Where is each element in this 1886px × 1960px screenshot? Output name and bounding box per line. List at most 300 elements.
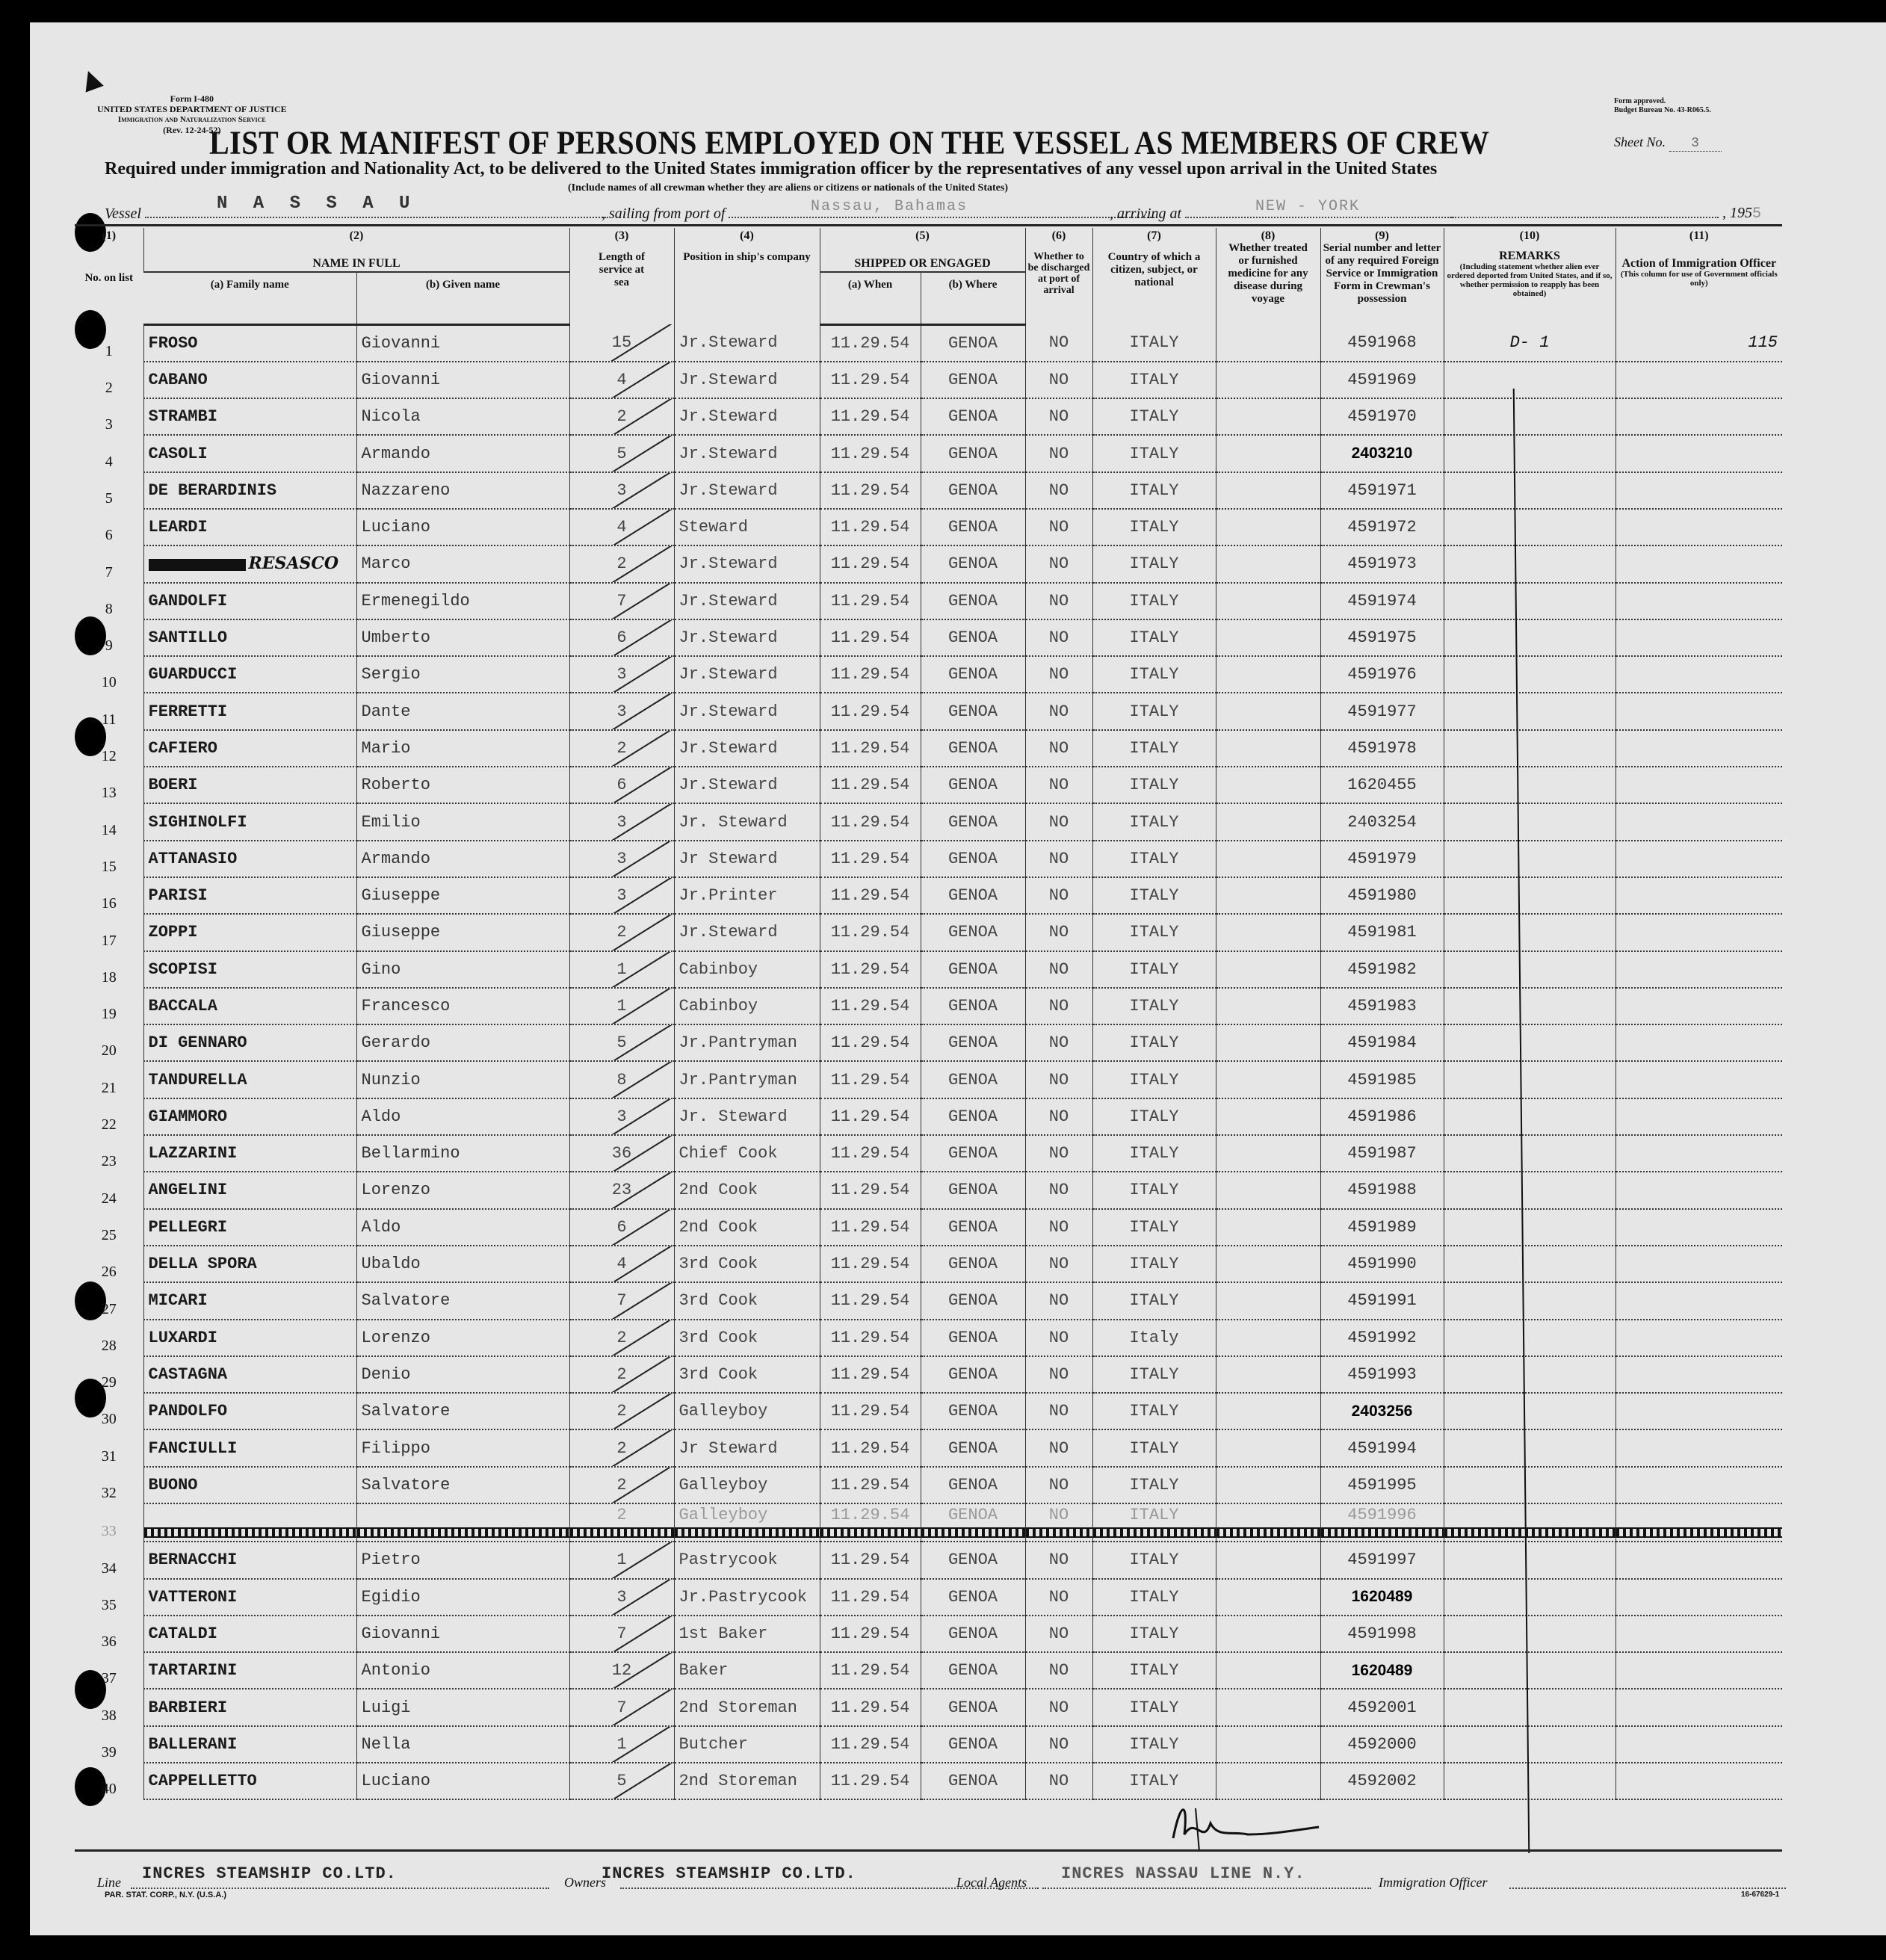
service-length-cell [569, 1503, 674, 1542]
check-mark-icon [587, 1429, 674, 1466]
remarks-cell [1444, 951, 1616, 988]
shipped-when-cell: 11.29.54 [820, 1135, 921, 1172]
row-number: 31 [101, 1447, 117, 1465]
owners-label: Owners [564, 1875, 607, 1890]
action-cell [1616, 362, 1782, 398]
remarks-cell [1444, 509, 1616, 545]
country-cell: ITALY [1092, 1282, 1216, 1319]
discharged-cell: NO [1025, 362, 1092, 398]
ink-mark-icon: ▲ [69, 56, 113, 102]
service-length-value: 2 [616, 1438, 627, 1458]
service-length-cell [569, 1098, 674, 1135]
remarks-cell [1444, 1579, 1616, 1616]
row-number: 35 [101, 1596, 117, 1613]
row-number: 40 [101, 1781, 117, 1798]
shipped-where-cell: GENOA [921, 1209, 1025, 1246]
given-name-cell: Armando [356, 435, 569, 472]
remarks-cell [1444, 1209, 1616, 1246]
table-row [75, 1246, 1782, 1282]
shipped-when-cell: 11.29.54 [820, 730, 921, 767]
action-cell [1616, 1429, 1782, 1466]
serial-number-cell: 4591992 [1320, 1320, 1444, 1356]
service-length-value: 3 [616, 1587, 627, 1607]
strikethrough-mark [675, 1527, 820, 1538]
action-cell [1616, 1098, 1782, 1135]
action-cell [1616, 693, 1782, 729]
medicine-cell [1216, 914, 1320, 950]
discharged-cell: NO [1025, 1652, 1092, 1689]
remarks-cell [1444, 362, 1616, 398]
check-mark-icon [587, 1689, 674, 1725]
action-cell [1616, 951, 1782, 988]
serial-number-cell: 4591981 [1320, 914, 1444, 950]
table-row [75, 914, 1782, 950]
check-mark-icon [587, 583, 674, 619]
action-cell [1616, 1616, 1782, 1652]
country-cell: ITALY [1092, 1616, 1216, 1652]
shipped-where-cell: GENOA [921, 1689, 1025, 1725]
action-cell [1616, 1579, 1782, 1616]
col-index: (2) [349, 229, 364, 242]
country-cell: ITALY [1092, 1356, 1216, 1393]
check-mark-icon [587, 545, 674, 582]
discharged-cell: NO [1025, 583, 1092, 619]
table-row [75, 1209, 1782, 1246]
shipped-when-cell: 11.29.54 [820, 1024, 921, 1061]
position-cell: 2nd Cook [674, 1209, 820, 1246]
service-length-value: 3 [616, 665, 627, 684]
action-cell [1616, 1542, 1782, 1578]
shipped-where-cell: GENOA [921, 472, 1025, 509]
approval-line: Form approved. [1614, 97, 1666, 105]
medicine-cell [1216, 1135, 1320, 1172]
service-length-value: 3 [616, 1107, 627, 1126]
medicine-cell [1216, 1061, 1320, 1098]
action-cell [1616, 914, 1782, 950]
col-country-header [1092, 228, 1216, 324]
remarks-cell [1444, 1429, 1616, 1466]
shipped-when-cell: 11.29.54 [820, 1616, 921, 1652]
shipped-where-cell: GENOA [921, 545, 1025, 582]
remarks-cell [1444, 1503, 1616, 1542]
family-name-cell: BACCALA [143, 988, 356, 1024]
shipped-where-cell: GENOA [921, 619, 1025, 656]
row-number: 17 [101, 932, 117, 949]
check-mark-icon [587, 1320, 674, 1356]
service-length-value: 6 [616, 776, 627, 795]
action-cell [1616, 1246, 1782, 1282]
discharged-cell: NO [1025, 1282, 1092, 1319]
row-number: 22 [101, 1116, 117, 1134]
service-length-value: 5 [616, 1772, 627, 1791]
sailing-label: , sailing from port of [602, 205, 726, 222]
check-mark-icon [587, 1616, 674, 1652]
given-name-cell: Luigi [356, 1689, 569, 1725]
discharged-cell: NO [1025, 914, 1092, 950]
given-name-cell: Lorenzo [356, 1172, 569, 1208]
medicine-cell [1216, 693, 1320, 729]
medicine-cell [1216, 767, 1320, 803]
shipped-when-cell: 11.29.54 [820, 951, 921, 988]
family-name-cell: MICARI [143, 1282, 356, 1319]
row-number: 2 [105, 380, 113, 397]
shipped-when-cell: 11.29.54 [820, 1467, 921, 1503]
agents-label: Local Agents [956, 1875, 1027, 1890]
given-name-cell: Giovanni [356, 362, 569, 398]
row-number: 15 [101, 858, 117, 875]
vessel-label: Vessel [105, 205, 141, 222]
table-row [75, 1061, 1782, 1098]
position-cell: Jr.Steward [674, 324, 820, 362]
printer-imprint: PAR. STAT. CORP., N.Y. (U.S.A.) [105, 1891, 226, 1899]
action-cell [1616, 1763, 1782, 1799]
shipped-where-cell: GENOA [921, 1393, 1025, 1429]
action-cell [1616, 435, 1782, 472]
shipped-where-cell: GENOA [921, 803, 1025, 840]
shipped-where-cell: GENOA [921, 1429, 1025, 1466]
service-length-cell [569, 730, 674, 767]
form-number: Form I-480 [170, 93, 214, 104]
sheet-number [1614, 135, 1722, 152]
row-number: 7 [105, 563, 113, 581]
col-number-header [75, 228, 143, 324]
shipped-where-cell: GENOA [921, 509, 1025, 545]
remarks-cell [1444, 803, 1616, 840]
footer-rule [75, 1849, 1782, 1852]
medicine-cell [1216, 841, 1320, 877]
remarks-cell [1444, 545, 1616, 582]
discharged-cell: NO [1025, 398, 1092, 435]
action-cell [1616, 398, 1782, 435]
row-number: 1 [105, 342, 113, 359]
service-length-value: 3 [616, 812, 627, 832]
shipped-where-cell: GENOA [921, 914, 1025, 950]
discharged-cell: NO [1025, 693, 1092, 729]
action-cell [1616, 583, 1782, 619]
remarks-cell [1444, 583, 1616, 619]
service-length-cell [569, 1024, 674, 1061]
check-mark-icon [587, 619, 674, 656]
table-row [75, 1763, 1782, 1799]
service-length-value: 3 [616, 480, 627, 500]
row-number: 25 [101, 1226, 117, 1243]
position-cell: 3rd Cook [674, 1356, 820, 1393]
remarks-cell [1444, 1098, 1616, 1135]
shipped-where-cell: GENOA [921, 730, 1025, 767]
service-length-value: 1 [616, 1551, 627, 1570]
action-cell [1616, 1024, 1782, 1061]
service-length-value: 3 [616, 849, 627, 868]
country-cell: ITALY [1092, 914, 1216, 950]
medicine-cell [1216, 398, 1320, 435]
col-index: (4) [740, 229, 754, 242]
medicine-cell [1216, 1616, 1320, 1652]
action-cell [1616, 509, 1782, 545]
position-cell: Jr.Pantryman [674, 1024, 820, 1061]
table-row [75, 767, 1782, 803]
table-row [75, 545, 1782, 582]
country-cell: ITALY [1092, 803, 1216, 840]
country-cell: ITALY [1092, 951, 1216, 988]
check-mark-icon [587, 1393, 674, 1429]
col-index: (11) [1689, 229, 1709, 242]
family-name-cell: CABANO [143, 362, 356, 398]
country-cell: ITALY [1092, 1209, 1216, 1246]
shipped-when-cell: 11.29.54 [820, 1689, 921, 1725]
check-mark-icon [587, 1282, 674, 1319]
country-cell: ITALY [1092, 767, 1216, 803]
row-number: 34 [101, 1559, 117, 1577]
service-length-cell [569, 362, 674, 398]
family-name-cell: CASOLI [143, 435, 356, 472]
row-number: 30 [101, 1411, 117, 1428]
country-cell: ITALY [1092, 1503, 1216, 1542]
action-cell [1616, 803, 1782, 840]
shipped-when-cell: 11.29.54 [820, 1579, 921, 1616]
budget-bureau-number: Budget Bureau No. 43-R065.5. [1614, 106, 1711, 114]
serial-number-cell: 4591986 [1320, 1098, 1444, 1135]
service-length-value: 2 [616, 923, 627, 942]
serial-number-cell: 4591984 [1320, 1024, 1444, 1061]
position-cell: Jr.Steward [674, 472, 820, 509]
country-cell: Italy [1092, 1320, 1216, 1356]
serial-number-cell: 4591988 [1320, 1172, 1444, 1208]
family-name-cell: PARISI [143, 877, 356, 914]
medicine-cell [1216, 951, 1320, 988]
service-length-cell [569, 583, 674, 619]
medicine-cell [1216, 803, 1320, 840]
country-cell: ITALY [1092, 1429, 1216, 1466]
shipped-where-cell: GENOA [921, 1503, 1025, 1542]
medicine-cell [1216, 1429, 1320, 1466]
remarks-cell [1444, 472, 1616, 509]
check-mark-icon [587, 914, 674, 950]
service-length-value: 5 [616, 444, 627, 463]
shipped-where-cell: GENOA [921, 435, 1025, 472]
serial-number-cell: 4591987 [1320, 1135, 1444, 1172]
family-name-cell: GUARDUCCI [143, 656, 356, 693]
family-name-cell: BARBIERI [143, 1689, 356, 1725]
check-mark-icon [587, 509, 674, 545]
service-length-cell [569, 693, 674, 729]
department: UNITED STATES DEPARTMENT OF JUSTICE [97, 104, 287, 114]
table-row [75, 656, 1782, 693]
table-row [75, 324, 1782, 362]
given-name-cell: Gino [356, 951, 569, 988]
table-row [75, 803, 1782, 840]
service-length-cell [569, 1467, 674, 1503]
family-name-cell: LUXARDI [143, 1320, 356, 1356]
form-code: 16-67629-1 [1741, 1891, 1780, 1899]
service-length-cell [569, 1061, 674, 1098]
service-length-cell [569, 1320, 674, 1356]
medicine-cell [1216, 619, 1320, 656]
check-mark-icon [587, 1542, 674, 1578]
row-number: 39 [101, 1744, 117, 1761]
strikethrough-mark [1616, 1527, 1783, 1538]
family-name-cell [143, 545, 356, 582]
service-length-value: 3 [616, 886, 627, 906]
discharged-cell: NO [1025, 324, 1092, 362]
position-cell: Butcher [674, 1726, 820, 1763]
given-name-cell: Ermenegildo [356, 583, 569, 619]
family-name-cell: BALLERANI [143, 1726, 356, 1763]
medicine-cell [1216, 1579, 1320, 1616]
shipped-where-cell: GENOA [921, 1320, 1025, 1356]
service-length-cell [569, 656, 674, 693]
shipped-where-cell: GENOA [921, 1579, 1025, 1616]
family-name-cell: GANDOLFI [143, 583, 356, 619]
discharged-cell: NO [1025, 1356, 1092, 1393]
family-name-cell: SANTILLO [143, 619, 356, 656]
country-cell: ITALY [1092, 841, 1216, 877]
action-cell [1616, 1467, 1782, 1503]
shipped-when-cell: 11.29.54 [820, 324, 921, 362]
given-name-cell: Dante [356, 693, 569, 729]
col-label: Whether treated or furnished medicine for any disease during voyage [1228, 242, 1308, 305]
position-cell: Jr.Steward [674, 583, 820, 619]
position-cell: Jr. Steward [674, 803, 820, 840]
medicine-cell [1216, 1320, 1320, 1356]
medicine-cell [1216, 730, 1320, 767]
table-row [75, 472, 1782, 509]
col-label: Country of which a citizen, subject, or national [1107, 251, 1201, 288]
strikethrough-mark [921, 1527, 1025, 1538]
row-number: 3 [105, 416, 113, 433]
service-length-value: 23 [611, 1181, 632, 1200]
row-number: 29 [101, 1374, 117, 1391]
action-cell [1616, 472, 1782, 509]
given-name-cell: Giovanni [356, 1616, 569, 1652]
position-cell: 2nd Storeman [674, 1763, 820, 1799]
country-cell: ITALY [1092, 362, 1216, 398]
check-mark-icon [587, 767, 674, 803]
given-name-cell: Antonio [356, 1652, 569, 1689]
strikethrough-mark [1093, 1527, 1216, 1538]
shipped-when-cell: 11.29.54 [820, 1209, 921, 1246]
check-mark-icon [587, 1209, 674, 1246]
action-cell: 115 [1616, 324, 1782, 362]
discharged-cell: NO [1025, 1689, 1092, 1725]
discharged-cell: NO [1025, 509, 1092, 545]
medicine-cell [1216, 1356, 1320, 1393]
shipped-when-cell: 11.29.54 [820, 1393, 921, 1429]
table-row [75, 1098, 1782, 1135]
given-name-cell: Marco [356, 545, 569, 582]
medicine-cell [1216, 1542, 1320, 1578]
country-cell: ITALY [1092, 545, 1216, 582]
check-mark-icon [587, 435, 674, 472]
strikethrough-mark [820, 1527, 921, 1538]
service-length-value: 2 [616, 407, 627, 427]
position-cell: 2nd Cook [674, 1172, 820, 1208]
table-row [75, 730, 1782, 767]
remarks-cell [1444, 1172, 1616, 1208]
service-length-cell [569, 1246, 674, 1282]
position-cell: Jr.Pastrycook [674, 1579, 820, 1616]
shipped-where-cell: GENOA [921, 398, 1025, 435]
shipped-when-cell: 11.29.54 [820, 1061, 921, 1098]
remarks-cell [1444, 730, 1616, 767]
row-number: 26 [101, 1264, 117, 1281]
position-cell: Jr.Steward [674, 619, 820, 656]
voyage-line [105, 196, 1793, 223]
family-name-cell: TANDURELLA [143, 1061, 356, 1098]
country-cell: ITALY [1092, 1763, 1216, 1799]
check-mark-icon [587, 877, 674, 914]
row-number: 9 [105, 637, 113, 655]
row-number: 11 [102, 711, 117, 728]
serial-number-cell: 4591998 [1320, 1616, 1444, 1652]
given-name-cell: Mario [356, 730, 569, 767]
country-cell: ITALY [1092, 1061, 1216, 1098]
service-length-value: 5 [616, 1033, 627, 1053]
service-length-cell [569, 1429, 674, 1466]
action-cell [1616, 877, 1782, 914]
shipped-when-cell: 11.29.54 [820, 1652, 921, 1689]
given-name-cell: Bellarmino [356, 1135, 569, 1172]
shipped-where-cell: GENOA [921, 1061, 1025, 1098]
medicine-cell [1216, 1209, 1320, 1246]
row-number: 13 [101, 785, 117, 802]
shipped-where-cell: GENOA [921, 1172, 1025, 1208]
service-length-cell [569, 1172, 674, 1208]
position-cell: 3rd Cook [674, 1246, 820, 1282]
officer-label: Immigration Officer [1379, 1875, 1488, 1890]
row-number: 12 [101, 748, 117, 765]
country-cell: ITALY [1092, 398, 1216, 435]
medicine-cell [1216, 1467, 1320, 1503]
shipped-when-cell: 11.29.54 [820, 398, 921, 435]
shipped-where-cell: GENOA [921, 1616, 1025, 1652]
table-row [75, 951, 1782, 988]
check-mark-icon [587, 1579, 674, 1616]
shipped-when-cell: 11.29.54 [820, 1246, 921, 1282]
discharged-cell: NO [1025, 877, 1092, 914]
remarks-cell [1444, 1356, 1616, 1393]
serial-number-cell: 4591995 [1320, 1467, 1444, 1503]
col-label: Position in ship's company [683, 251, 811, 263]
service-length-value: 4 [616, 1255, 627, 1274]
service-length-value: 15 [611, 333, 632, 352]
shipped-when-cell: 11.29.54 [820, 509, 921, 545]
country-cell: ITALY [1092, 1024, 1216, 1061]
table-row [75, 877, 1782, 914]
shipped-where-cell: GENOA [921, 877, 1025, 914]
check-mark-icon [587, 1061, 674, 1098]
discharged-cell: NO [1025, 545, 1092, 582]
serial-number-cell: 4591996 [1320, 1503, 1444, 1542]
check-mark-icon [587, 1356, 674, 1393]
serial-number-cell: 4591993 [1320, 1356, 1444, 1393]
shipped-when-cell: 11.29.54 [820, 988, 921, 1024]
position-cell: Jr Steward [674, 1429, 820, 1466]
shipped-when-cell: 11.29.54 [820, 656, 921, 693]
medicine-cell [1216, 362, 1320, 398]
family-name-cell: STRAMBI [143, 398, 356, 435]
check-mark-icon [587, 730, 674, 767]
serial-number-cell: 1620455 [1320, 767, 1444, 803]
family-name-cell: DE BERARDINIS [143, 472, 356, 509]
owners-value: INCRES STEAMSHIP CO.LTD. [602, 1864, 856, 1883]
serial-number-cell: 2403210 [1320, 435, 1444, 472]
strikethrough-mark [144, 1527, 356, 1538]
discharged-cell: NO [1025, 656, 1092, 693]
shipped-when-cell: 11.29.54 [820, 1542, 921, 1578]
shipped-where-cell: GENOA [921, 1542, 1025, 1578]
action-cell [1616, 1282, 1782, 1319]
country-cell: ITALY [1092, 435, 1216, 472]
